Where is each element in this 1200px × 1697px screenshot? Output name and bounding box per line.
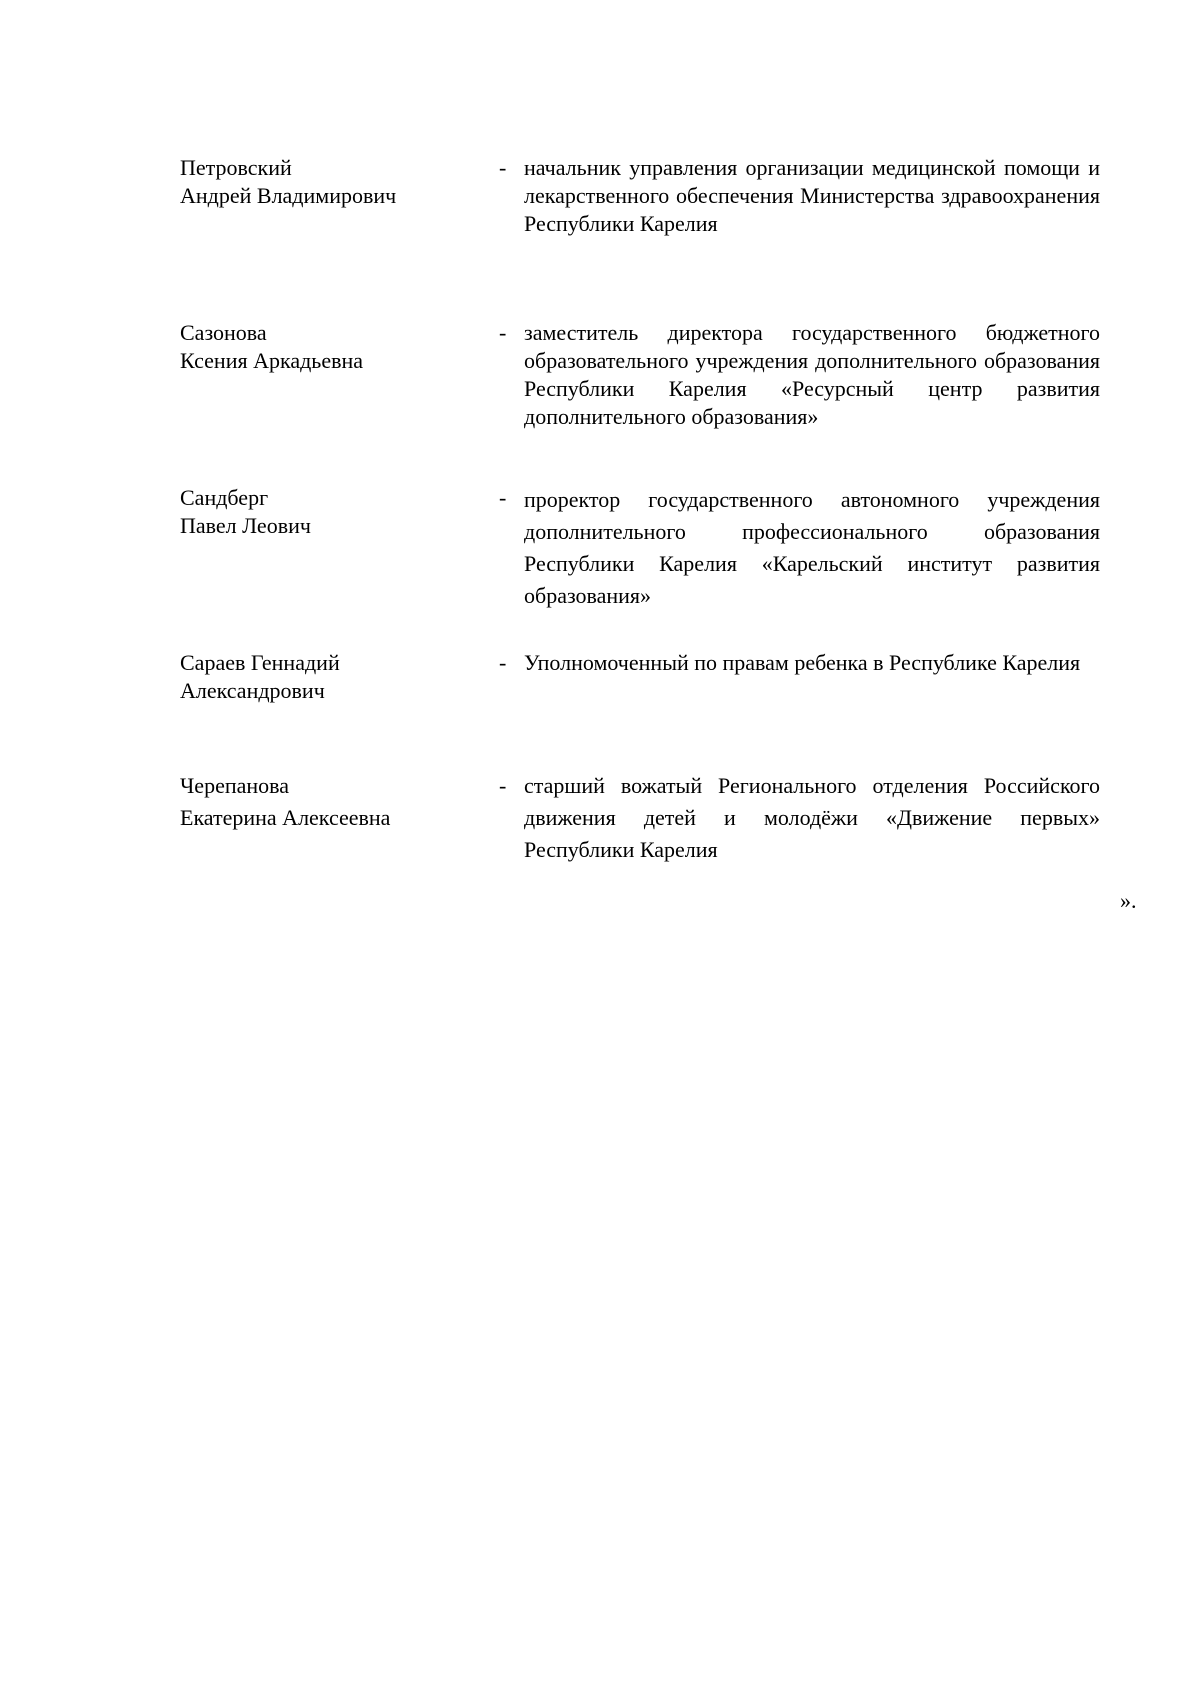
member-surname: Сазонова [180,320,267,345]
member-given-name: Андрей Владимирович [180,183,397,208]
member-surname: Петровский [180,155,292,180]
member-name [180,484,480,540]
member-given-name: Александрович [180,678,325,703]
member-given-name: Павел Леович [180,513,311,538]
separator-dash: - [499,320,507,345]
separator-dash: - [499,155,507,180]
member-position: начальник управления организации медицинской помощи и лекарственного обеспечения Министерства здравоохранения Республики Карелия [524,155,1100,236]
member-name [180,649,480,705]
member-surname: Сандберг [180,485,269,510]
member-position: старший вожатый Регионального отделения Российского движения детей и молодёжи «Движение первых» Республики Карелия [524,773,1100,862]
member-given-name: Ксения Аркадьевна [180,348,364,373]
member-position: Уполномоченный по правам ребенка в Республике Карелия [524,650,1081,675]
member-position: заместитель директора государственного бюджетного образовательного учреждения дополнительного образования Республики Карелия «Ресурсный центр развития дополнительного образования» [524,320,1100,429]
closing-quote-mark: ». [1120,888,1137,913]
separator-dash: - [499,773,507,798]
member-position: проректор государственного автономного учреждения дополнительного профессионального образования Республики Карелия «Карельский институт развития образования» [524,487,1100,608]
member-surname: Сараев Геннадий [180,650,340,675]
separator-dash: - [499,650,507,675]
member-surname: Черепанова [180,773,290,798]
member-name [180,770,480,834]
member-name [180,319,480,375]
separator-dash: - [499,485,507,510]
member-name [180,154,480,210]
member-given-name: Екатерина Алексеевна [180,805,391,830]
